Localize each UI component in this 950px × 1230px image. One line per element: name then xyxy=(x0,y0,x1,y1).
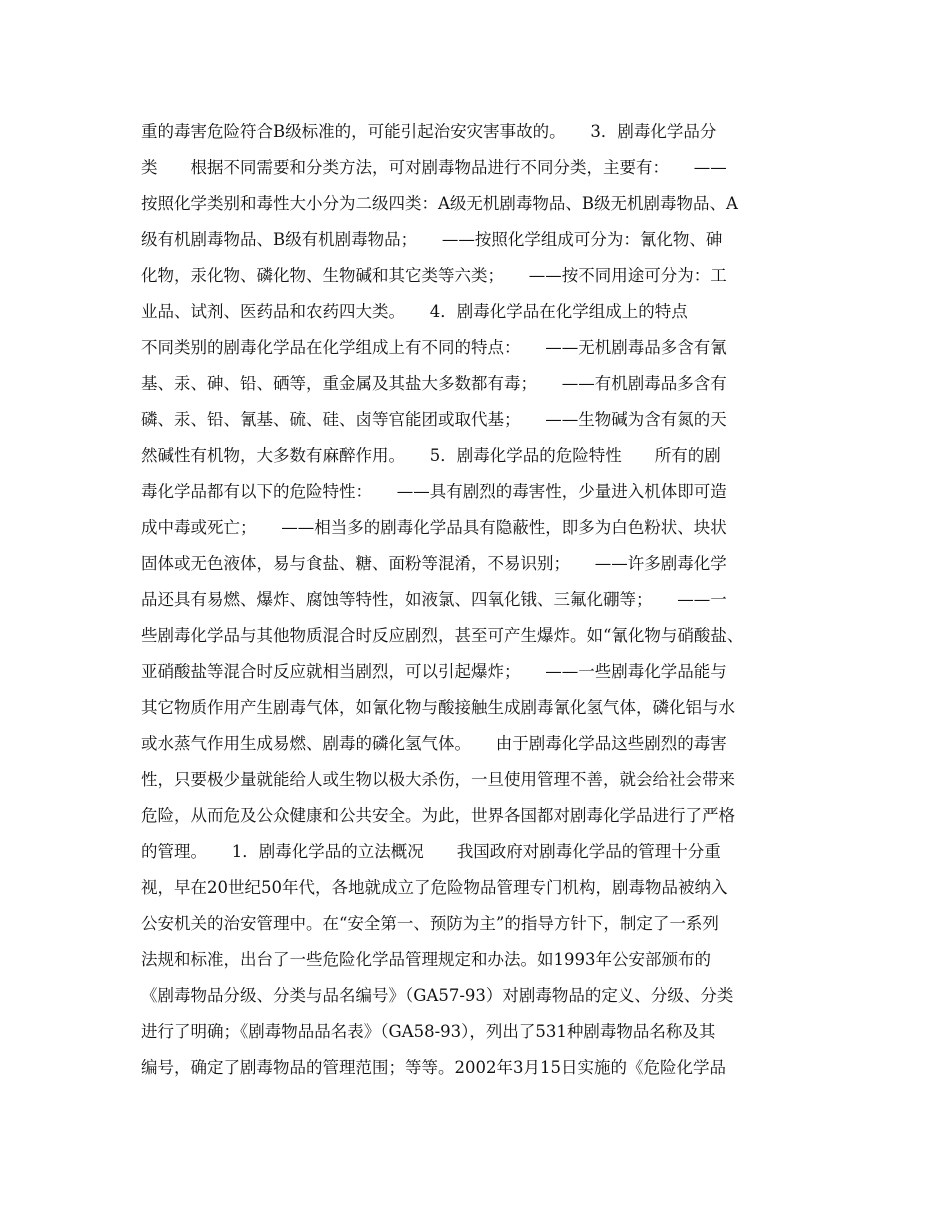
text-line: 编号，确定了剧毒物品的管理范围；等等。2002年3月15日实施的《危险化学品 xyxy=(141,1058,726,1077)
text-line: 些剧毒化学品与其他物质混合时反应剧烈，甚至可产生爆炸。如“氰化物与硝酸盐、 xyxy=(141,626,744,645)
text-line: 视，早在20世纪50年代，各地就成立了危险物品管理专门机构，剧毒物品被纳入 xyxy=(141,878,728,897)
text-line: 重的毒害危险符合B级标准的，可能引起治安灾害事故的。 3．剧毒化学品分 xyxy=(141,122,717,141)
text-line: 业品、试剂、医药品和农药四大类。 4．剧毒化学品在化学组成上的特点 xyxy=(141,302,688,321)
text-line: 性，只要极少量就能给人或生物以极大杀伤，一旦使用管理不善，就会给社会带来 xyxy=(141,770,735,789)
text-line: 固体或无色液体，易与食盐、糖、面粉等混淆，不易识别； ——许多剧毒化学 xyxy=(141,554,727,573)
text-line: 公安机关的治安管理中。在“安全第一、预防为主”的指导方针下，制定了一系列 xyxy=(141,914,719,933)
text-line: 亚硝酸盐等混合时反应就相当剧烈，可以引起爆炸； ——一些剧毒化学品能与 xyxy=(141,662,727,681)
body-text xyxy=(141,114,821,1086)
text-line: 按照化学类别和毒性大小分为二级四类：A级无机剧毒物品、B级无机剧毒物品、A xyxy=(141,194,738,213)
text-line: 不同类别的剧毒化学品在化学组成上有不同的特点： ——无机剧毒品多含有氰 xyxy=(141,338,727,357)
text-line: 其它物质作用产生剧毒气体，如氰化物与酸接触生成剧毒氰化氢气体，磷化铝与水 xyxy=(141,698,735,717)
text-line: 的管理。 1．剧毒化学品的立法概况 我国政府对剧毒化学品的管理十分重 xyxy=(141,842,721,861)
text-line: 《剧毒物品分级、分类与品名编号》（GA57-93）对剧毒物品的定义、分级、分类 xyxy=(141,986,734,1005)
text-line: 或水蒸气作用生成易燃、剧毒的磷化氢气体。 由于剧毒化学品这些剧烈的毒害 xyxy=(141,734,727,753)
text-line: 危险，从而危及公众健康和公共安全。为此，世界各国都对剧毒化学品进行了严格 xyxy=(141,806,735,825)
text-line: 毒化学品都有以下的危险特性： ——具有剧烈的毒害性，少量进入机体即可造 xyxy=(141,482,727,501)
text-line: 然碱性有机物，大多数有麻醉作用。 5．剧毒化学品的危险特性 所有的剧 xyxy=(141,446,721,465)
text-line: 品还具有易燃、爆炸、腐蚀等特性，如液氯、四氧化锇、三氟化硼等； ——一 xyxy=(141,590,727,609)
text-line: 进行了明确；《剧毒物品品名表》（GA58-93），列出了531种剧毒物品名称及其 xyxy=(141,1022,716,1041)
text-line: 基、汞、砷、铅、硒等，重金属及其盐大多数都有毒； ——有机剧毒品多含有 xyxy=(141,374,727,393)
text-line: 级有机剧毒物品、B级有机剧毒物品； ——按照化学组成可分为：氰化物、砷 xyxy=(141,230,723,249)
text-line: 磷、汞、铅、氰基、硫、硅、卤等官能团或取代基； ——生物碱为含有氮的天 xyxy=(141,410,727,429)
text-line: 类 根据不同需要和分类方法，可对剧毒物品进行不同分类，主要有： —— xyxy=(141,158,727,177)
text-line: 化物，汞化物、磷化物、生物碱和其它类等六类； ——按不同用途可分为：工 xyxy=(141,266,727,285)
text-line: 成中毒或死亡； ——相当多的剧毒化学品具有隐蔽性，即多为白色粉状、块状 xyxy=(141,518,727,537)
text-line: 法规和标准，出台了一些危险化学品管理规定和办法。如1993年公安部颁布的 xyxy=(141,950,711,969)
